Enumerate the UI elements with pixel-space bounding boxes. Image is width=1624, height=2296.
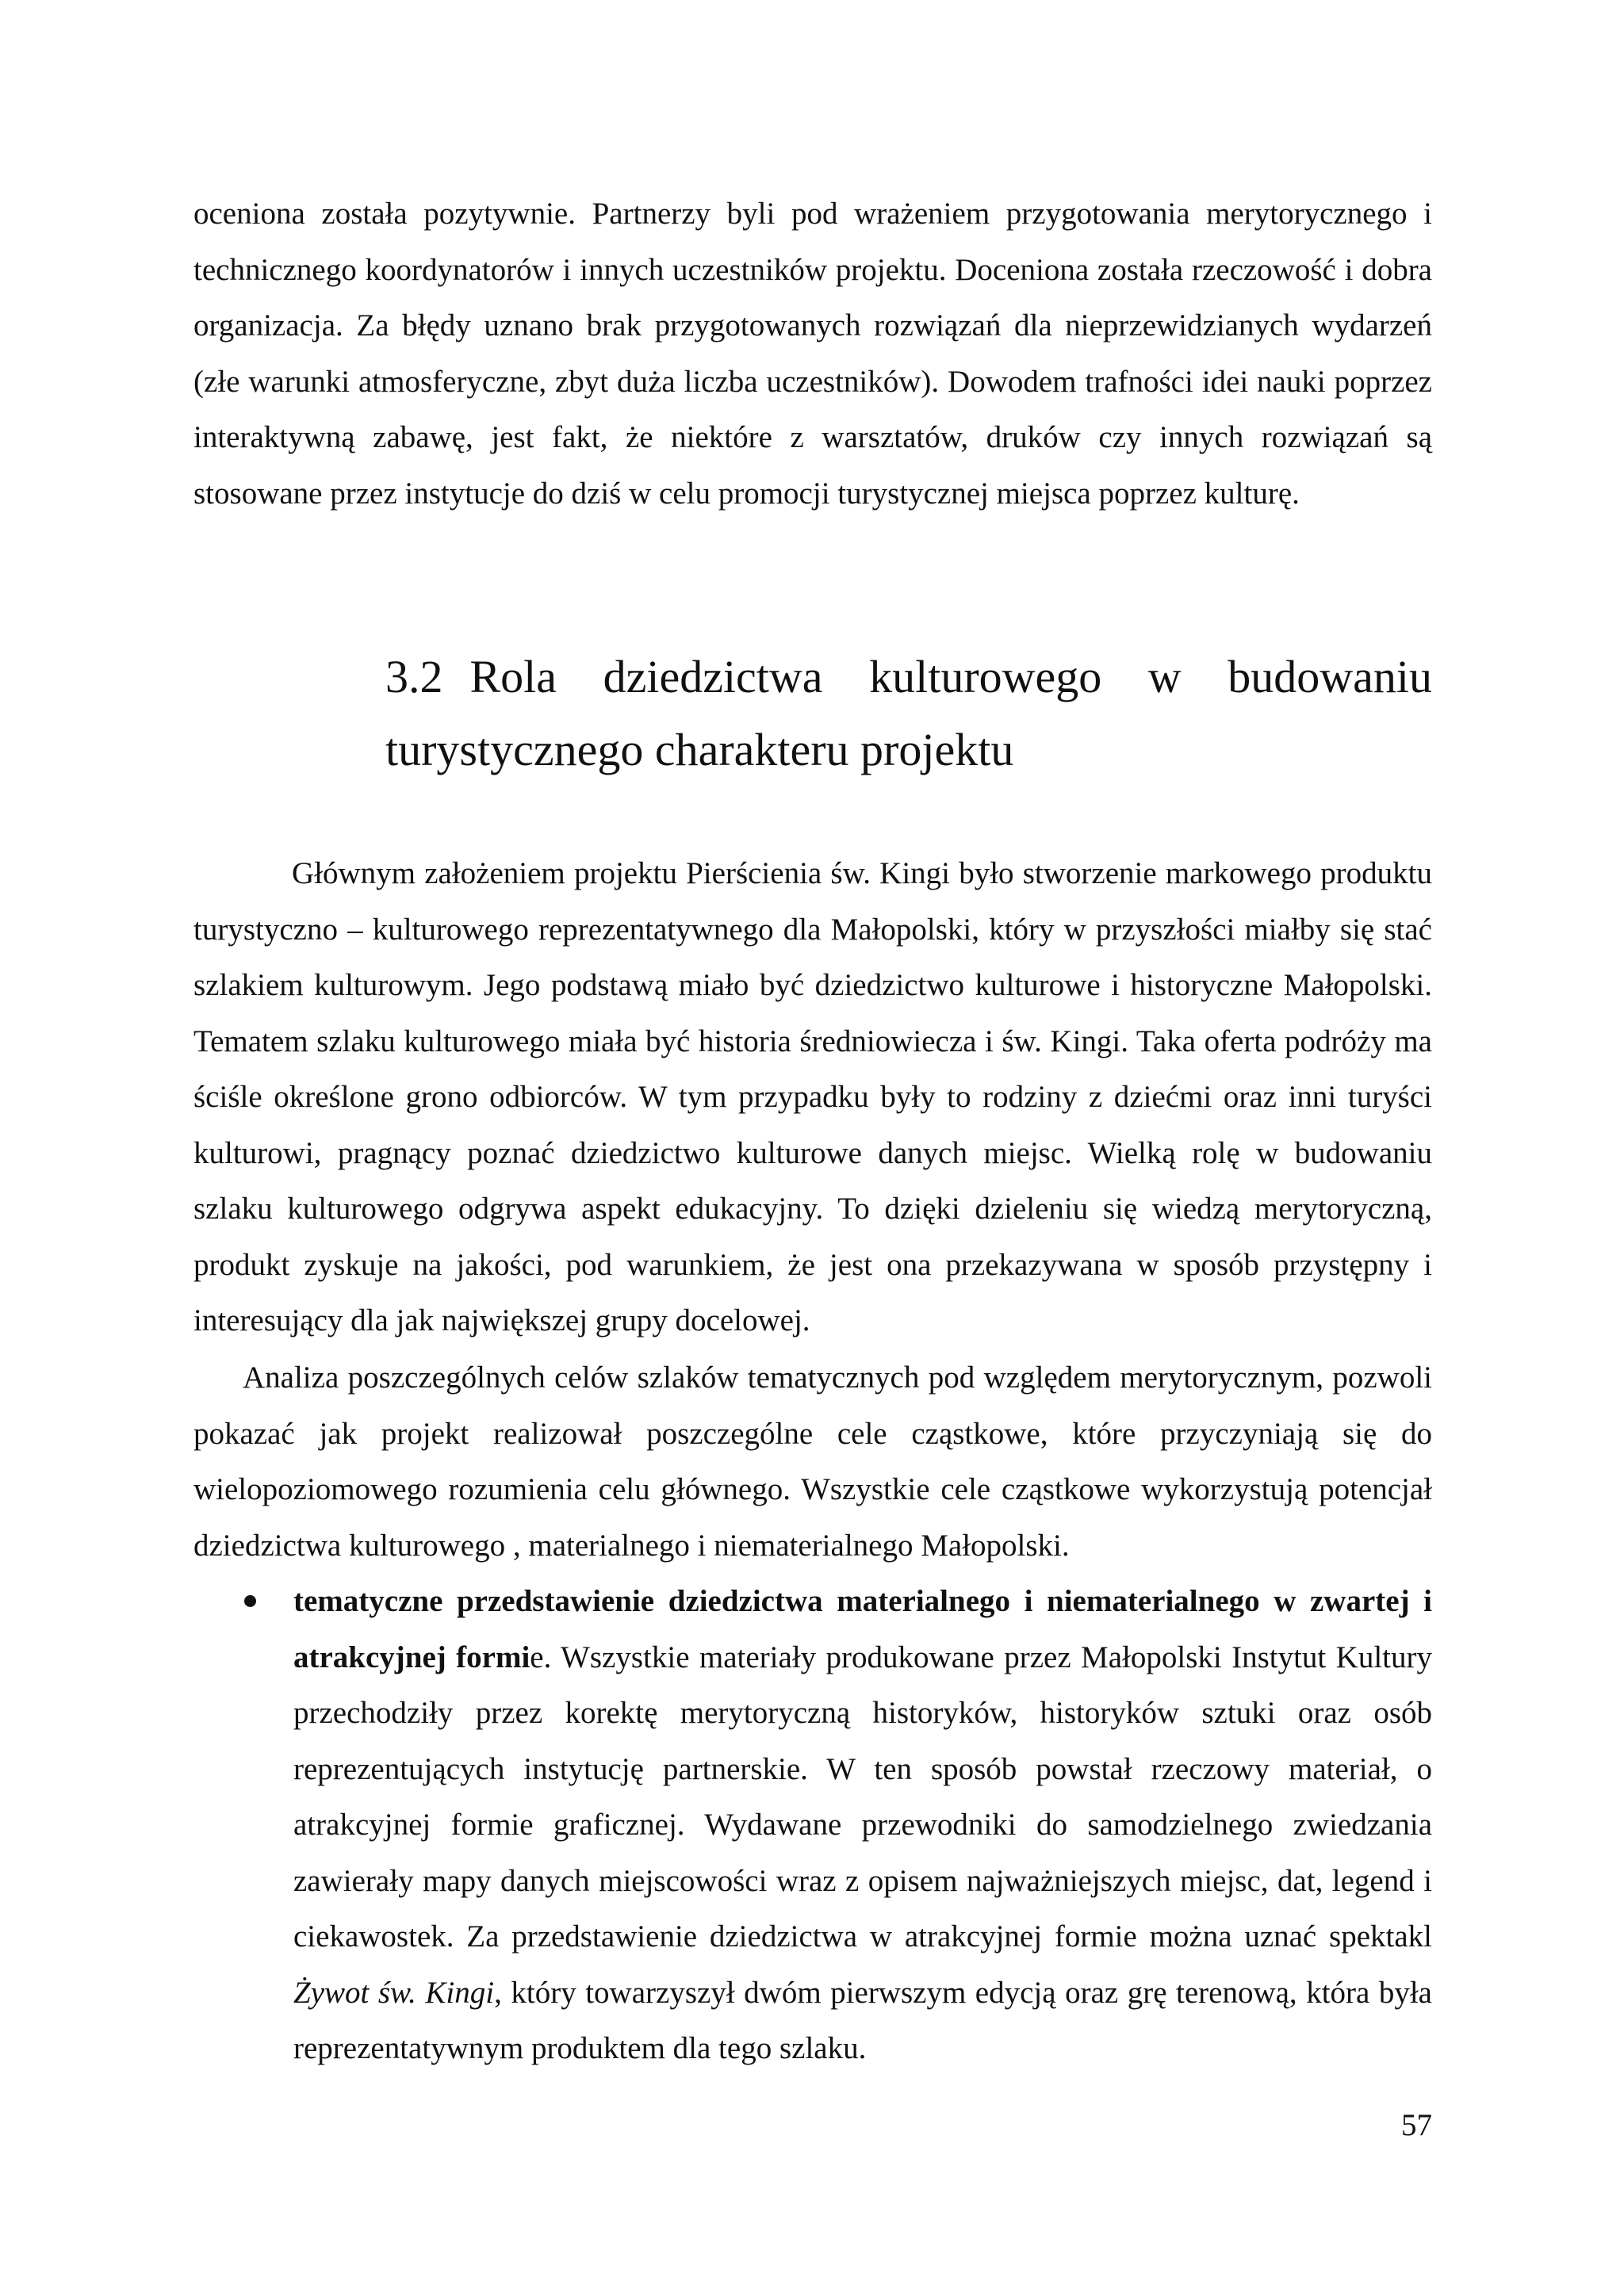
section-heading: [385, 641, 1432, 786]
page-number: 57: [1401, 2108, 1432, 2142]
paragraph-main-1: Głównym założeniem projektu Pierścienia św. Kingi było stworzenie markowego produktu turystyczno – kulturowego reprezentatywnego dla Małopolski, który w przyszłości miałby się stać szlakiem kulturowym. Jego podstawą miało być dziedzictwo kulturowe i historyczne Małopolski. Tematem szlaku kulturowego miała być historia średniowiecza i św. Kingi. Taka oferta podróży ma ściśle określone grono odbiorców. W tym przypadku były to rodziny z dziećmi oraz inni turyści kulturowi, pragnący poznać dziedzictwo kulturowe danych miejsc. Wielką rolę w budowaniu szlaku kulturowego odgrywa aspekt edukacyjny. To dzięki dzieleniu się wiedzą merytoryczną, produkt zyskuje na jakości, pod warunkiem, że jest ona przekazywana w sposób przystępny i interesujący dla jak największej grupy docelowej.: [193, 856, 1432, 1337]
section-title: Rola dziedzictwa kulturowego w budowaniu turystycznego charakteru projektu: [385, 651, 1432, 775]
bullet-text-part-2: , który towarzyszył dwóm pierwszym edycją oraz grę terenową, która była reprezentatywnym produktem dla tego szlaku.: [293, 1975, 1432, 2065]
section-number: 3.2: [385, 651, 443, 702]
bullet-italic-title: Żywot św. Kingi: [293, 1975, 495, 2010]
paragraph-intro: oceniona została pozytywnie. Partnerzy byli pod wrażeniem przygotowania merytorycznego i technicznego koordynatorów i innych uczestników projektu. Doceniona została rzeczowość i dobra organizacja. Za błędy uznano brak przygotowanych rozwiązań dla nieprzewidzianych wydarzeń (złe warunki atmosferyczne, zbyt duża liczba uczestników). Dowodem trafności idei nauki poprzez interaktywną zabawę, jest fakt, że niektóre z warsztatów, druków czy innych rozwiązań są stosowane przez instytucje do dziś w celu promocji turystycznej miejsca poprzez kulturę.: [193, 197, 1432, 511]
bullet-list: [193, 1574, 1432, 2077]
bullet-text-part-1: e. Wszystkie materiały produkowane przez Małopolski Instytut Kultury przechodziły przez korektę merytoryczną historyków, historyków sztuki oraz osób reprezentujących instytucję partnerskie. W ten sposób powstał rzeczowy materiał, o atrakcyjnej formie graficznej. Wydawane przewodniki do samodzielnego zwiedzania zawierały mapy danych miejscowości wraz z opisem najważniejszych miejsc, dat, legend i ciekawostek. Za przedstawienie dziedzictwa w atrakcyjnej formie można uznać spektakl: [293, 1640, 1432, 1954]
bullet-icon: [244, 1595, 256, 1607]
paragraph-main-2: Analiza poszczególnych celów szlaków tematycznych pod względem merytorycznym, pozwoli pokazać jak projekt realizował poszczególne cele cząstkowe, które przyczyniają się do wielopoziomowego rozumienia celu głównego. Wszystkie cele cząstkowe wykorzystują potencjał dziedzictwa kulturowego , materialnego i niematerialnego Małopolski.: [193, 1360, 1432, 1563]
list-item: [193, 1574, 1432, 2077]
bullet-bold-text: tematyczne przedstawienie dziedzictwa materialnego i niematerialnego w zwartej i atrakcyjnej formi: [293, 1584, 1432, 1674]
